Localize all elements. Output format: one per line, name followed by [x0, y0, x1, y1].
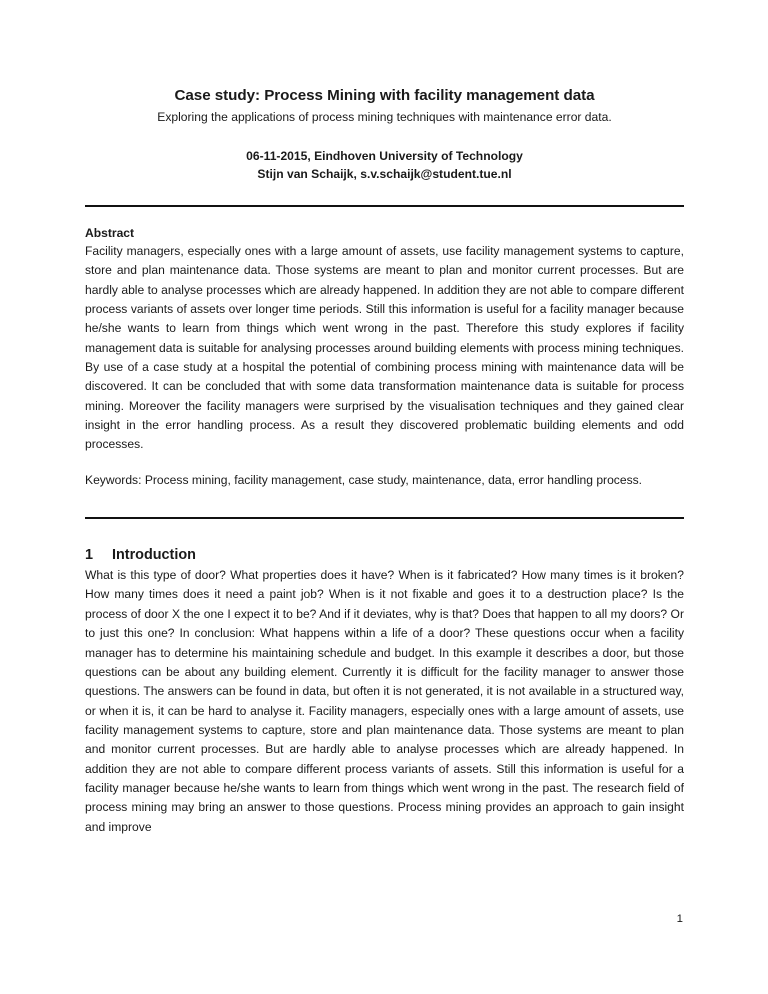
introduction-heading [85, 545, 684, 565]
title-block [85, 0, 684, 126]
keywords-text: Keywords: Process mining, facility management, case study, maintenance, data, error handling process. [85, 472, 643, 487]
introduction-section-number: 1 [85, 547, 94, 564]
abstract-heading: Abstract [85, 226, 135, 240]
document-subtitle: Exploring the applications of process mining techniques with maintenance error data. [157, 110, 612, 124]
divider-above-abstract [85, 205, 684, 207]
abstract-section [85, 224, 684, 490]
page-title: Case study: Process Mining with facility management data [174, 87, 595, 104]
page-content [85, 0, 684, 837]
introduction-heading-label: Introduction [112, 547, 196, 564]
introduction-text: What is this type of door? What properties does it have? When is it fabricated? How many times is it broken? How many times does it need a paint job? When is it not fixable and goes it to a destruction place? Is the process of door X the one I expect it to be? And if it deviates, why is that? Does that happen to all my doors? Or to just this one? In conclusion: What happens within a life of a door? These questions occur when a facility manager has to determine his maintaining schedule and budget. In this example it describes a door, but those questions can be about any building element. Currently it is difficult for the facility manager to answer those questions. The answers can be found in data, but often it is not generated, it is not available in a structured way, or when it is, it can be hard to analyse it. Facility managers, especially ones with a large amount of assets, use facility management systems to capture, store and plan maintenance data. Those systems are meant to plan and monitor current processes. But are hardly able to analyse processes which are already happened. In addition they are not able to compare different process variants of assets. Still this information is useful for a facility manager because he/she wants to learn from things which went wrong in the past. The research field of process mining may bring an answer to those questions. Process mining provides an approach to gain insight and improve [85, 568, 684, 834]
introduction-section [85, 545, 684, 837]
abstract-text: Facility managers, especially ones with a large amount of assets, use facility management systems to capture, store and plan maintenance data. Those systems are meant to plan and monitor current processes. But are hardly able to analyse processes which are already happened. In addition they are not able to compare different process variants of assets over longer time periods. Still this information is useful for a facility manager because he/she wants to learn from things which went wrong in the past. Therefore this study explores if facility management data is suitable for analysing processes around building elements with process mining techniques. By use of a case study at a hospital the potential of combining process mining with maintenance data will be discovered. It can be concluded that with some data transformation maintenance data is suitable for process mining. Moreover the facility managers were surprised by the visualisation techniques and they gained clear insight in the error handling process. As a result they discovered problematic building elements and odd processes. [85, 244, 684, 452]
page-number: 1 [676, 913, 683, 925]
venue-line: 06-11-2015, Eindhoven University of Technology [246, 149, 523, 163]
author-line: Stijn van Schaijk, s.v.schaijk@student.tue.nl [257, 167, 512, 181]
divider-above-introduction [85, 517, 684, 519]
venue-block [85, 147, 684, 183]
